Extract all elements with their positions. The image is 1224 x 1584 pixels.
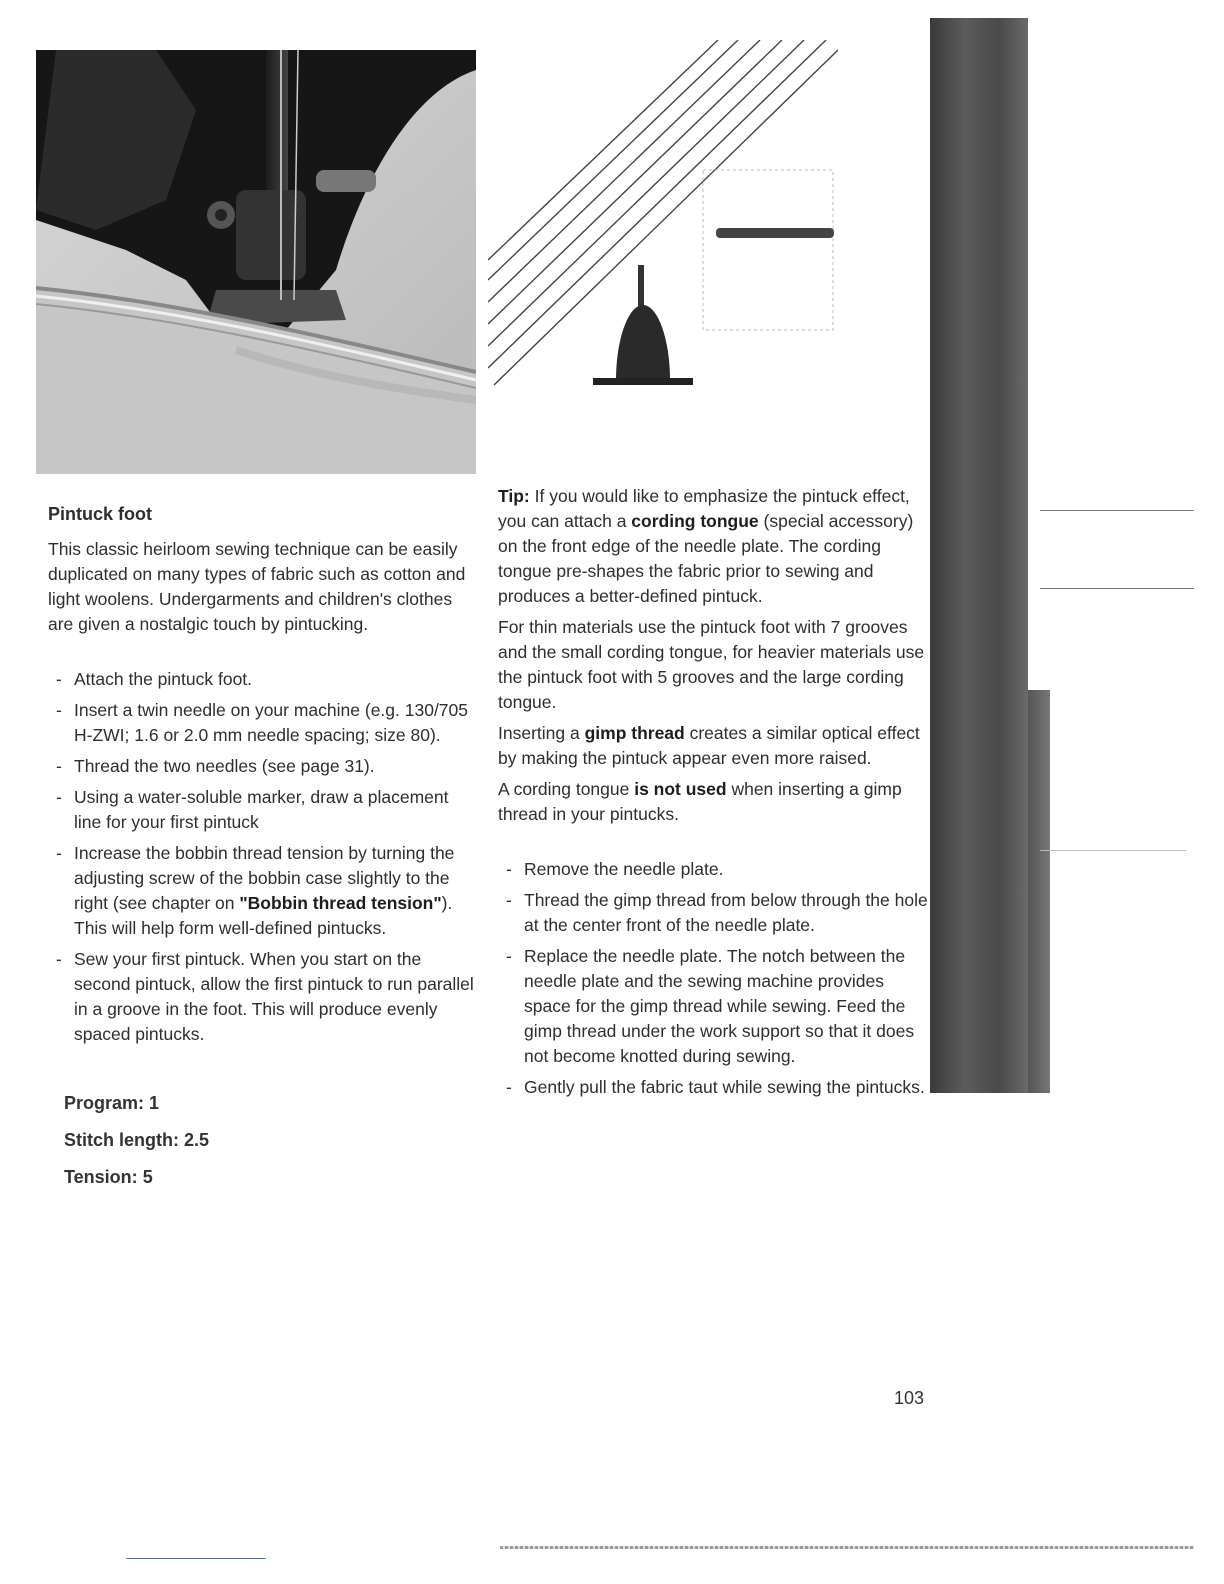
section-heading: Pintuck foot [48, 504, 152, 524]
program-setting: Program: 1 [64, 1093, 160, 1113]
bottom-blue-line [126, 1558, 266, 1559]
tip-paragraph: Tip: If you would like to emphasize the pintuck effect, you can attach a cording tongue (special accessory) on the front edge of the needle plate. The cording tongue pre-shapes the fabric prior to sewing and produces a better-defined pintuck. [498, 486, 914, 606]
list-item: - Sew your first pintuck. When you start on the second pintuck, allow the first pintuck to run parallel in a groove in the foot. This will produce evenly spaced pintucks. [56, 949, 474, 1044]
list-item: - Attach the pintuck foot. [56, 669, 253, 689]
side-rule [1040, 850, 1186, 851]
instruction-list [48, 667, 478, 1047]
gimp-instruction-list [498, 857, 928, 1100]
list-item: - Using a water-soluble marker, draw a placement line for your first pintuck [56, 787, 449, 832]
list-item: - Increase the bobbin thread tension by turning the adjusting screw of the bobbin case slightly to the right (see chapter on "Bobbin thread tension"). This will help form well-defined pintucks. [56, 843, 455, 938]
stitch-length-setting: Stitch length: 2.5 [64, 1130, 210, 1150]
list-item: - Remove the needle plate. [506, 859, 724, 879]
side-rule [1040, 588, 1194, 589]
not-used-paragraph: A cording tongue is not used when inserting a gimp thread in your pintucks. [498, 779, 902, 824]
page-number: 103 [894, 1388, 925, 1408]
chapter-side-tab-extension [1028, 690, 1050, 1093]
machine-settings [64, 1091, 478, 1190]
left-column [48, 502, 478, 1190]
list-item: - Thread the gimp thread from below through the hole at the center front of the needle plate. [506, 890, 928, 935]
cording-tongue-illustration [488, 40, 838, 395]
cording-tongue-drawing [488, 40, 838, 395]
list-item: - Replace the needle plate. The notch between the needle plate and the sewing machine provides space for the gimp thread while sewing. Feed the gimp thread under the work support so that it does not become knotted during sewing. [506, 946, 915, 1066]
list-item: - Gently pull the fabric taut while sewing the pintucks. [506, 1077, 925, 1097]
right-column [498, 484, 928, 1106]
material-paragraph: For thin materials use the pintuck foot with 7 grooves and the small cording tongue, for heavier materials use the pintuck foot with 5 grooves and the large cording tongue. [498, 617, 925, 712]
chapter-side-tab [930, 18, 1028, 1093]
pintuck-foot-illustration [36, 50, 476, 474]
pintuck-foot-photo [36, 50, 476, 474]
gimp-paragraph: Inserting a gimp thread creates a similar optical effect by making the pintuck appear even more raised. [498, 723, 920, 768]
list-item: - Insert a twin needle on your machine (e.g. 130/705 H-ZWI; 1.6 or 2.0 mm needle spacing; size 80). [56, 700, 468, 745]
tension-setting: Tension: 5 [64, 1167, 153, 1187]
bottom-rule [500, 1546, 1194, 1549]
chapter-reference: "Bobbin thread tension" [239, 893, 442, 913]
intro-paragraph: This classic heirloom sewing technique can be easily duplicated on many types of fabric such as cotton and light woolens. Undergarments and children's clothes are given a nostalgic touch by pintucking. [48, 539, 466, 634]
side-rule [1040, 510, 1194, 511]
list-item: - Thread the two needles (see page 31). [56, 756, 375, 776]
